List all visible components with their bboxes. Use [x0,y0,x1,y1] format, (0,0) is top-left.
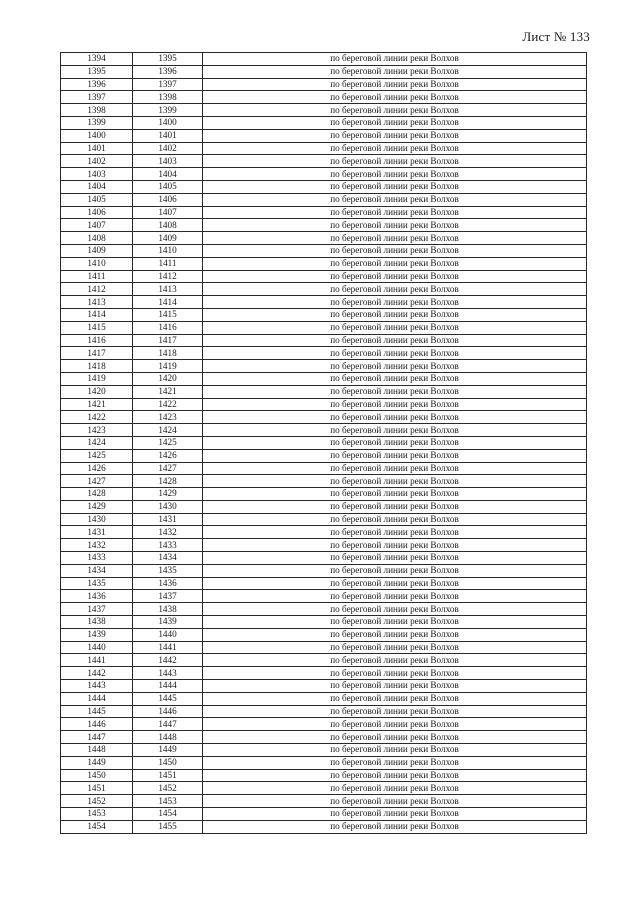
table-row [61,718,587,731]
to-point-cell: 1445 [133,692,203,705]
from-point-cell: 1413 [61,296,133,309]
from-point-cell: 1445 [61,705,133,718]
from-point-cell: 1453 [61,808,133,821]
table-row [61,398,587,411]
description-cell: по береговой линии реки Волхов [203,308,587,321]
description-cell: по береговой линии реки Волхов [203,449,587,462]
from-point-cell: 1408 [61,232,133,245]
to-point-cell: 1407 [133,206,203,219]
table-row [61,705,587,718]
table-body [61,53,587,834]
from-point-cell: 1405 [61,193,133,206]
table-row [61,795,587,808]
to-point-cell: 1453 [133,795,203,808]
to-point-cell: 1437 [133,590,203,603]
table-row [61,321,587,334]
to-point-cell: 1426 [133,449,203,462]
description-cell: по береговой линии реки Волхов [203,513,587,526]
table-row [61,193,587,206]
from-point-cell: 1429 [61,500,133,513]
description-cell: по береговой линии реки Волхов [203,577,587,590]
table-row [61,590,587,603]
from-point-cell: 1436 [61,590,133,603]
description-cell: по береговой линии реки Волхов [203,526,587,539]
to-point-cell: 1411 [133,257,203,270]
table-row [61,142,587,155]
from-point-cell: 1440 [61,641,133,654]
table-row [61,808,587,821]
table-row [61,475,587,488]
description-cell: по береговой линии реки Волхов [203,641,587,654]
table-row [61,65,587,78]
from-point-cell: 1401 [61,142,133,155]
to-point-cell: 1448 [133,731,203,744]
from-point-cell: 1399 [61,116,133,129]
from-point-cell: 1404 [61,180,133,193]
description-cell: по береговой линии реки Волхов [203,590,587,603]
to-point-cell: 1405 [133,180,203,193]
description-cell: по береговой линии реки Волхов [203,808,587,821]
table-row [61,257,587,270]
table-row [61,334,587,347]
from-point-cell: 1407 [61,219,133,232]
to-point-cell: 1406 [133,193,203,206]
to-point-cell: 1399 [133,104,203,117]
table-row [61,436,587,449]
description-cell: по береговой линии реки Волхов [203,334,587,347]
description-cell: по береговой линии реки Волхов [203,616,587,629]
to-point-cell: 1447 [133,718,203,731]
from-point-cell: 1444 [61,692,133,705]
to-point-cell: 1397 [133,78,203,91]
table-row [61,219,587,232]
description-cell: по береговой линии реки Волхов [203,564,587,577]
from-point-cell: 1395 [61,65,133,78]
to-point-cell: 1446 [133,705,203,718]
from-point-cell: 1432 [61,539,133,552]
description-cell: по береговой линии реки Волхов [203,385,587,398]
table-row [61,667,587,680]
from-point-cell: 1412 [61,283,133,296]
description-cell: по береговой линии реки Волхов [203,475,587,488]
from-point-cell: 1451 [61,782,133,795]
to-point-cell: 1427 [133,462,203,475]
to-point-cell: 1425 [133,436,203,449]
description-cell: по береговой линии реки Волхов [203,168,587,181]
from-point-cell: 1424 [61,436,133,449]
from-point-cell: 1454 [61,820,133,833]
to-point-cell: 1410 [133,244,203,257]
table-row [61,641,587,654]
from-point-cell: 1427 [61,475,133,488]
description-cell: по береговой линии реки Волхов [203,78,587,91]
from-point-cell: 1449 [61,756,133,769]
from-point-cell: 1443 [61,680,133,693]
table-row [61,552,587,565]
to-point-cell: 1429 [133,488,203,501]
to-point-cell: 1413 [133,283,203,296]
table-row [61,513,587,526]
table-row [61,244,587,257]
to-point-cell: 1443 [133,667,203,680]
table-row [61,270,587,283]
description-cell: по береговой линии реки Волхов [203,782,587,795]
to-point-cell: 1415 [133,308,203,321]
description-cell: по береговой линии реки Волхов [203,244,587,257]
description-cell: по береговой линии реки Волхов [203,436,587,449]
to-point-cell: 1442 [133,654,203,667]
table-row [61,104,587,117]
from-point-cell: 1442 [61,667,133,680]
description-cell: по береговой линии реки Волхов [203,129,587,142]
table-row [61,526,587,539]
description-cell: по береговой линии реки Волхов [203,411,587,424]
description-cell: по береговой линии реки Волхов [203,142,587,155]
table-row [61,360,587,373]
description-cell: по береговой линии реки Волхов [203,552,587,565]
from-point-cell: 1437 [61,603,133,616]
to-point-cell: 1431 [133,513,203,526]
from-point-cell: 1450 [61,769,133,782]
description-cell: по береговой линии реки Волхов [203,731,587,744]
table-row [61,462,587,475]
description-cell: по береговой линии реки Волхов [203,398,587,411]
to-point-cell: 1441 [133,641,203,654]
to-point-cell: 1449 [133,744,203,757]
description-cell: по береговой линии реки Волхов [203,270,587,283]
from-point-cell: 1406 [61,206,133,219]
from-point-cell: 1415 [61,321,133,334]
to-point-cell: 1404 [133,168,203,181]
description-cell: по береговой линии реки Волхов [203,360,587,373]
description-cell: по береговой линии реки Волхов [203,705,587,718]
to-point-cell: 1395 [133,53,203,66]
description-cell: по береговой линии реки Волхов [203,718,587,731]
description-cell: по береговой линии реки Волхов [203,500,587,513]
to-point-cell: 1418 [133,347,203,360]
to-point-cell: 1421 [133,385,203,398]
table-row [61,91,587,104]
from-point-cell: 1402 [61,155,133,168]
table-row [61,500,587,513]
from-point-cell: 1448 [61,744,133,757]
description-cell: по береговой линии реки Волхов [203,628,587,641]
to-point-cell: 1424 [133,424,203,437]
to-point-cell: 1450 [133,756,203,769]
from-point-cell: 1410 [61,257,133,270]
to-point-cell: 1452 [133,782,203,795]
to-point-cell: 1417 [133,334,203,347]
page-number: Лист № 133 [522,29,590,44]
from-point-cell: 1421 [61,398,133,411]
description-cell: по береговой линии реки Волхов [203,744,587,757]
table-row [61,539,587,552]
to-point-cell: 1398 [133,91,203,104]
to-point-cell: 1419 [133,360,203,373]
table-row [61,78,587,91]
table-row [61,180,587,193]
table-row [61,756,587,769]
from-point-cell: 1433 [61,552,133,565]
description-cell: по береговой линии реки Волхов [203,116,587,129]
table-row [61,347,587,360]
to-point-cell: 1440 [133,628,203,641]
from-point-cell: 1400 [61,129,133,142]
from-point-cell: 1425 [61,449,133,462]
from-point-cell: 1428 [61,488,133,501]
description-cell: по береговой линии реки Волхов [203,219,587,232]
description-cell: по береговой линии реки Волхов [203,680,587,693]
description-cell: по береговой линии реки Волхов [203,232,587,245]
table-row [61,424,587,437]
from-point-cell: 1423 [61,424,133,437]
table-row [61,449,587,462]
table-row [61,692,587,705]
from-point-cell: 1422 [61,411,133,424]
from-point-cell: 1426 [61,462,133,475]
description-cell: по береговой линии реки Волхов [203,795,587,808]
description-cell: по береговой линии реки Волхов [203,820,587,833]
table-row [61,308,587,321]
description-cell: по береговой линии реки Волхов [203,193,587,206]
table-row [61,232,587,245]
table-row [61,680,587,693]
from-point-cell: 1434 [61,564,133,577]
table-row [61,372,587,385]
description-cell: по береговой линии реки Волхов [203,206,587,219]
description-cell: по береговой линии реки Волхов [203,692,587,705]
boundary-points-table [60,52,587,834]
from-point-cell: 1430 [61,513,133,526]
description-cell: по береговой линии реки Волхов [203,347,587,360]
description-cell: по береговой линии реки Волхов [203,756,587,769]
from-point-cell: 1435 [61,577,133,590]
to-point-cell: 1416 [133,321,203,334]
table-row [61,206,587,219]
description-cell: по береговой линии реки Волхов [203,654,587,667]
from-point-cell: 1411 [61,270,133,283]
table-row [61,628,587,641]
from-point-cell: 1452 [61,795,133,808]
to-point-cell: 1396 [133,65,203,78]
description-cell: по береговой линии реки Волхов [203,667,587,680]
table-row [61,654,587,667]
from-point-cell: 1409 [61,244,133,257]
description-cell: по береговой линии реки Волхов [203,769,587,782]
to-point-cell: 1451 [133,769,203,782]
from-point-cell: 1420 [61,385,133,398]
from-point-cell: 1419 [61,372,133,385]
to-point-cell: 1412 [133,270,203,283]
to-point-cell: 1420 [133,372,203,385]
description-cell: по береговой линии реки Волхов [203,462,587,475]
description-cell: по береговой линии реки Волхов [203,603,587,616]
table-row [61,155,587,168]
from-point-cell: 1446 [61,718,133,731]
table-row [61,577,587,590]
table-row [61,744,587,757]
to-point-cell: 1439 [133,616,203,629]
to-point-cell: 1435 [133,564,203,577]
to-point-cell: 1438 [133,603,203,616]
from-point-cell: 1394 [61,53,133,66]
description-cell: по береговой линии реки Волхов [203,155,587,168]
table-row [61,616,587,629]
to-point-cell: 1436 [133,577,203,590]
to-point-cell: 1408 [133,219,203,232]
description-cell: по береговой линии реки Волхов [203,283,587,296]
to-point-cell: 1428 [133,475,203,488]
to-point-cell: 1402 [133,142,203,155]
to-point-cell: 1414 [133,296,203,309]
table-row [61,820,587,833]
to-point-cell: 1444 [133,680,203,693]
table-row [61,411,587,424]
to-point-cell: 1403 [133,155,203,168]
from-point-cell: 1447 [61,731,133,744]
description-cell: по береговой линии реки Волхов [203,180,587,193]
from-point-cell: 1416 [61,334,133,347]
from-point-cell: 1397 [61,91,133,104]
table-row [61,296,587,309]
table-row [61,488,587,501]
table-row [61,129,587,142]
to-point-cell: 1423 [133,411,203,424]
to-point-cell: 1433 [133,539,203,552]
to-point-cell: 1455 [133,820,203,833]
table-row [61,769,587,782]
description-cell: по береговой линии реки Волхов [203,296,587,309]
description-cell: по береговой линии реки Волхов [203,53,587,66]
from-point-cell: 1431 [61,526,133,539]
table-row [61,385,587,398]
description-cell: по береговой линии реки Волхов [203,91,587,104]
from-point-cell: 1398 [61,104,133,117]
to-point-cell: 1432 [133,526,203,539]
description-cell: по береговой линии реки Волхов [203,488,587,501]
from-point-cell: 1403 [61,168,133,181]
table-row [61,53,587,66]
description-cell: по береговой линии реки Волхов [203,104,587,117]
table-row [61,564,587,577]
table-row [61,168,587,181]
table-row [61,603,587,616]
to-point-cell: 1400 [133,116,203,129]
table-row [61,283,587,296]
from-point-cell: 1439 [61,628,133,641]
description-cell: по береговой линии реки Волхов [203,424,587,437]
to-point-cell: 1434 [133,552,203,565]
description-cell: по береговой линии реки Волхов [203,321,587,334]
to-point-cell: 1454 [133,808,203,821]
table-row [61,782,587,795]
from-point-cell: 1438 [61,616,133,629]
table-row [61,731,587,744]
description-cell: по береговой линии реки Волхов [203,539,587,552]
description-cell: по береговой линии реки Волхов [203,65,587,78]
to-point-cell: 1430 [133,500,203,513]
to-point-cell: 1409 [133,232,203,245]
from-point-cell: 1414 [61,308,133,321]
table-row [61,116,587,129]
to-point-cell: 1422 [133,398,203,411]
from-point-cell: 1396 [61,78,133,91]
description-cell: по береговой линии реки Волхов [203,372,587,385]
description-cell: по береговой линии реки Волхов [203,257,587,270]
to-point-cell: 1401 [133,129,203,142]
from-point-cell: 1418 [61,360,133,373]
from-point-cell: 1417 [61,347,133,360]
from-point-cell: 1441 [61,654,133,667]
